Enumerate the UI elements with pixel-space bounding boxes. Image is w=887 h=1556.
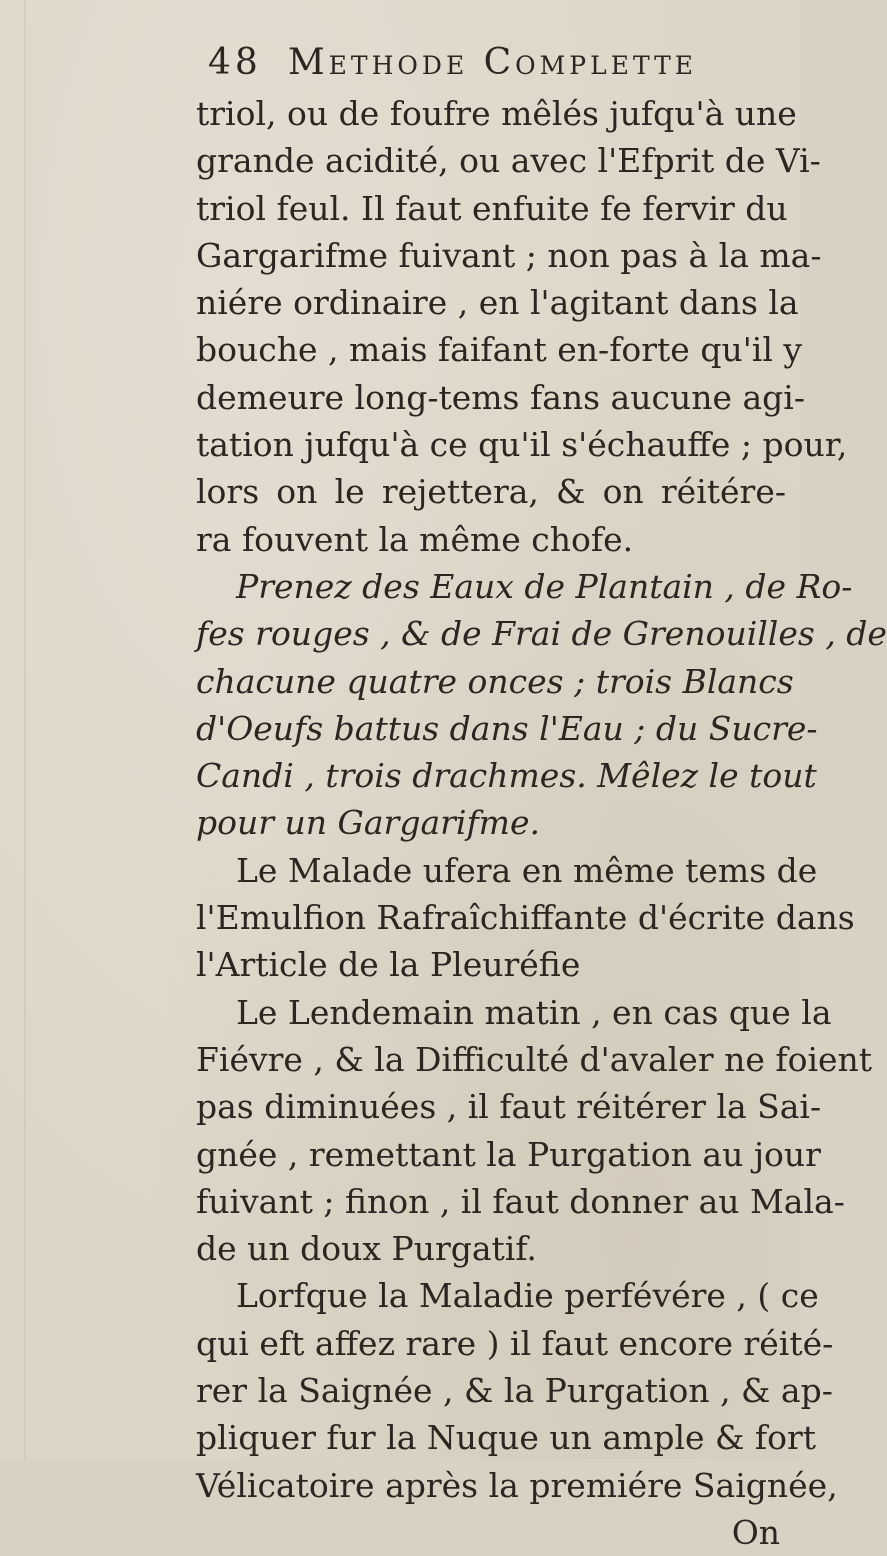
- text-line: fuivant ; finon , il faut donner au Mala-: [196, 1181, 845, 1221]
- text-line: Le Lendemain matin , en cas que la: [236, 992, 832, 1032]
- text-line: Fiévre , & la Difficulté d'avaler ne foient: [196, 1039, 873, 1079]
- page-gutter-shadow: [24, 0, 26, 1459]
- text-line: fes rouges , & de Frai de Grenouilles , de: [196, 614, 887, 654]
- running-head: [208, 38, 786, 90]
- text-line: Candi , trois drachmes. Mêlez le tout: [196, 756, 817, 796]
- text-line: Le Malade ufera en même tems de: [236, 850, 818, 890]
- text-line: gnée , remettant la Purgation au jour: [196, 1134, 821, 1174]
- text-line: ra fouvent la même chofe.: [196, 519, 634, 559]
- text-line: tation jufqu'à ce qu'il s'échauffe ; pour,: [196, 425, 848, 465]
- text-line: chacune quatre onces ; trois Blancs: [196, 661, 794, 701]
- catchword: On: [731, 1512, 780, 1552]
- text-line: pour un Gargarifme.: [196, 803, 540, 843]
- text-line: bouche , mais faifant en-forte qu'il y: [196, 330, 803, 370]
- text-line: qui eft affez rare ) il faut encore réité-: [196, 1323, 834, 1363]
- text-line: pas diminuées , il faut réitérer la Sai-: [196, 1087, 822, 1127]
- text-line: demeure long-tems fans aucune agi-: [196, 377, 805, 417]
- text-line: pliquer fur la Nuque un ample & fort: [196, 1418, 817, 1458]
- text-line: rer la Saignée , & la Purgation , & ap-: [196, 1371, 833, 1411]
- text-line: lors on le rejettera, & on réitére-: [196, 472, 786, 512]
- text-line: grande acidité, ou avec l'Efprit de Vi-: [196, 141, 821, 181]
- text-line: de un doux Purgatif.: [196, 1229, 537, 1269]
- body-text: [196, 90, 887, 1509]
- text-line: l'Emulfion Rafraîchiffante d'écrite dans: [196, 898, 855, 938]
- text-block: [196, 38, 887, 1556]
- text-line: Lorfque la Maladie perfévére , ( ce: [236, 1276, 819, 1316]
- text-line: triol, ou de foufre mêlés jufqu'à une: [196, 94, 797, 133]
- text-line: Gargarifme fuivant ; non pas à la ma-: [196, 235, 822, 275]
- text-line: Vélicatoire après la premiére Saignée,: [196, 1465, 838, 1505]
- text-line: d'Oeufs battus dans l'Eau ; du Sucre-: [196, 708, 818, 748]
- text-line: triol feul. Il faut enfuite fe fervir du: [196, 188, 788, 228]
- text-line: niére ordinaire , en l'agitant dans la: [196, 283, 799, 323]
- running-title: Methode Complette: [287, 42, 698, 83]
- page-number: 48: [208, 42, 262, 83]
- text-line: Prenez des Eaux de Plantain , de Ro-: [236, 566, 853, 606]
- text-line: l'Article de la Pleuréfie: [196, 945, 581, 985]
